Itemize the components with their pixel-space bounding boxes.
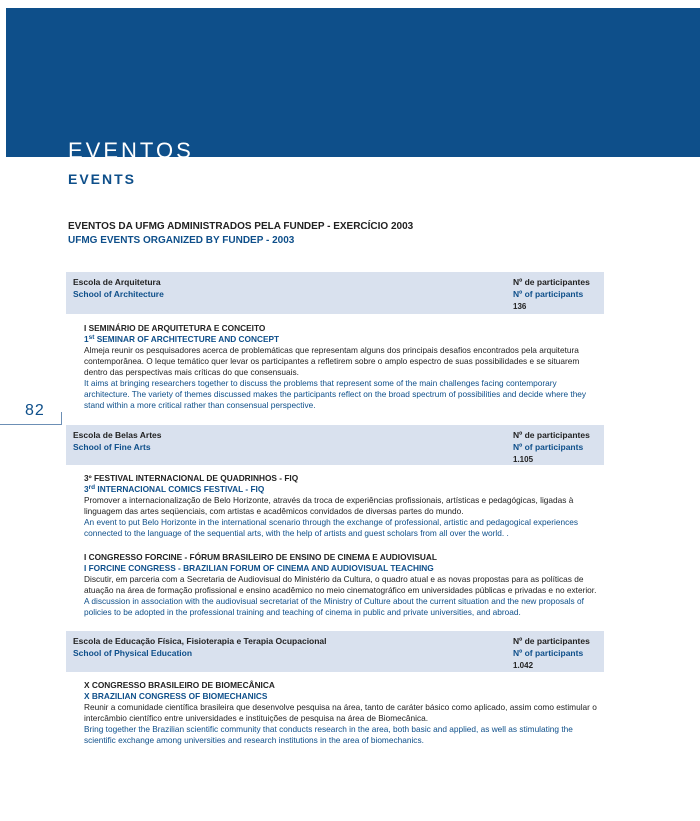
school-header-physical-education xyxy=(66,631,604,672)
school-name: Escola de Educação Física, Fisioterapia e Terapia Ocupacional xyxy=(73,636,327,646)
event-title: I SEMINÁRIO DE ARQUITETURA E CONCEITO xyxy=(84,323,266,333)
page-number: 82 xyxy=(25,402,45,419)
event-title-english: X BRAZILIAN CONGRESS OF BIOMECHANICS xyxy=(84,691,268,701)
page-title: EVENTOS xyxy=(68,138,194,163)
event-entry xyxy=(84,552,604,618)
page-title-english: EVENTS xyxy=(68,171,137,187)
participants-label-english: Nº of participants xyxy=(513,289,584,299)
participants-label: Nº de participantes xyxy=(513,277,590,287)
section-heading-english: UFMG EVENTS ORGANIZED BY FUNDEP - 2003 xyxy=(68,235,295,246)
event-description-english: Bring together the Brazilian scientific community that conducts research in the area, both basic and applied, as well as stimulating the scientific exchange among universities and research institutions in the area of biomechanics. xyxy=(84,724,573,745)
event-description: Reunir a comunidade científica brasileira que desenvolve pesquisa na área, tanto de caráter básico como aplicado, assim como estimular o intercâmbio científico entre universidades e instituições de pesquisa na área de Biomecânica. xyxy=(84,702,597,723)
event-description: Discutir, em parceria com a Secretaria de Audiovisual do Ministério da Cultura, o quadro atual e as novas propostas para as políticas de atuação na área de formação profissional e ensino acadêmico no meio cinematográfico em universidades públicas e privadas e no exterior. xyxy=(84,574,597,595)
event-title: X CONGRESSO BRASILEIRO DE BIOMECÂNICA xyxy=(84,680,275,690)
participants-count: 1.042 xyxy=(513,661,534,670)
header-banner xyxy=(6,8,700,157)
school-header-fine-arts xyxy=(66,425,604,465)
event-description-english: A discussion in association with the audiovisual secretariat of the Ministry of Culture about the current situation and the new proposals of policies to be adopted in the professional training and teaching of cinema in public and private universities, and abroad. xyxy=(84,596,584,617)
event-description-english: An event to put Belo Horizonte in the international scenario through the exchange of professional, artistic and pedagogical experiences connected to the language of the sequential arts, with the help of artists and guest scholars from all over the world. . xyxy=(84,517,578,538)
page-number-tick xyxy=(61,412,62,425)
event-title-english: I FORCINE CONGRESS - BRAZILIAN FORUM OF CINEMA AND AUDIOVISUAL TEACHING xyxy=(84,563,434,573)
event-description: Promover a internacionalização de Belo Horizonte, através da troca de experiências profissionais, artísticas e pedagógicas, ligadas à linguagem das artes seqüenciais, com artistas e acadêmicos convidados de diversas partes do mundo. xyxy=(84,495,574,516)
participants-count: 136 xyxy=(513,302,527,311)
school-name-english: School of Fine Arts xyxy=(73,442,151,452)
section-heading: EVENTOS DA UFMG ADMINISTRADOS PELA FUNDEP - EXERCÍCIO 2003 xyxy=(68,221,414,232)
event-title: 3º FESTIVAL INTERNACIONAL DE QUADRINHOS - FIQ xyxy=(84,473,299,483)
event-entry xyxy=(84,323,604,411)
participants-label: Nº de participantes xyxy=(513,430,590,440)
page-number-rule xyxy=(0,424,62,425)
school-name: Escola de Belas Artes xyxy=(73,430,162,440)
school-header-architecture xyxy=(66,272,604,314)
participants-count: 1.105 xyxy=(513,455,534,464)
participants-label-english: Nº of participants xyxy=(513,442,584,452)
event-title-english: 1st SEMINAR OF ARCHITECTURE AND CONCEPT xyxy=(84,334,280,344)
event-title-english: 3rd INTERNACIONAL COMICS FESTIVAL - FIQ xyxy=(84,484,265,494)
participants-label-english: Nº of participants xyxy=(513,648,584,658)
event-title: I CONGRESSO FORCINE - FÓRUM BRASILEIRO DE ENSINO DE CINEMA E AUDIOVISUAL xyxy=(84,552,437,562)
school-name-english: School of Architecture xyxy=(73,289,164,299)
school-name: Escola de Arquitetura xyxy=(73,277,161,287)
event-description: Almeja reunir os pesquisadores acerca de problemáticas que representam alguns dos principais desafios encontrados pela arquitetura contemporânea. O leque temático quer levar os participantes a refletirem sobre o amplo espectro de suas possibilidades e se situarem dentro das perspectivas mais críticas do que consensuais. xyxy=(84,345,580,377)
event-description-english: It aims at bringing researchers together to discuss the problems that represent some of the main challenges facing contemporary architecture. The variety of themes discussed makes the participants reflect on the broad spectrum of possibilities and decide where they stand within a more critical rather than consensual perspective. xyxy=(84,378,587,410)
event-entry xyxy=(84,473,604,539)
event-entry xyxy=(84,680,604,746)
school-name-english: School of Physical Education xyxy=(73,648,193,658)
participants-label: Nº de participantes xyxy=(513,636,590,646)
